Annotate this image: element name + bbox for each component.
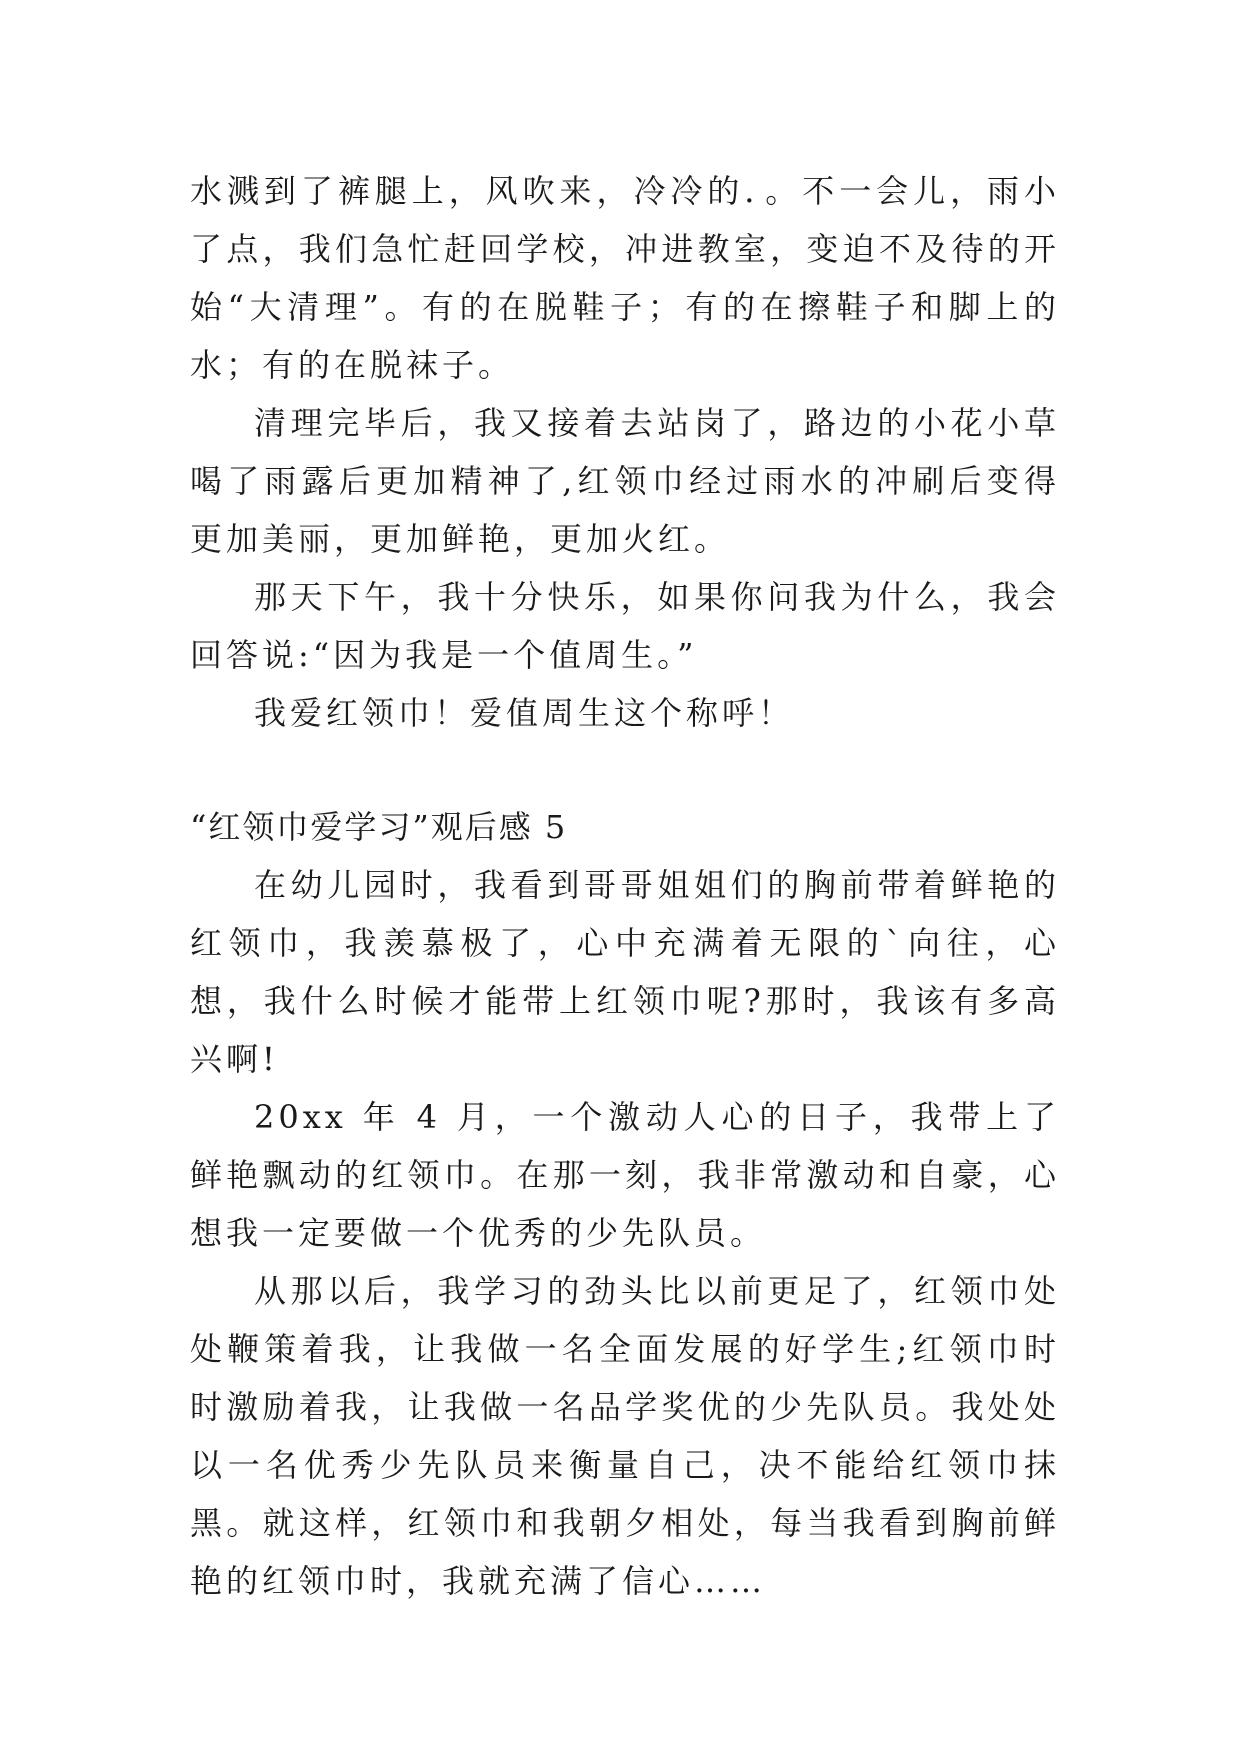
section-title: “红领巾爱学习”观后感 5 xyxy=(190,808,568,846)
paragraph: 清理完毕后，我又接着去站岗了，路边的小花小草喝了雨露后更加精神了,红领巾经过雨水的冲刷后变得更加美丽，更加鲜艳，更加火红。 xyxy=(190,404,1060,558)
paragraph: 从那以后，我学习的劲头比以前更足了，红领巾处处鞭策着我，让我做一名全面发展的好学生;红领巾时时激励着我，让我做一名品学奖优的少先队员。我处处以一名优秀少先队员来衡量自己，决不能给红领巾抹黑。就这样，红领巾和我朝夕相处，每当我看到胸前鲜艳的红领巾时，我就充满了信心…… xyxy=(190,1272,1060,1600)
paragraph: 在幼儿园时，我看到哥哥姐姐们的胸前带着鲜艳的红领巾，我羡慕极了，心中充满着无限的`向往，心想，我什么时候才能带上红领巾呢?那时，我该有多高兴啊! xyxy=(190,866,1060,1078)
paragraph: 那天下午，我十分快乐，如果你问我为什么，我会回答说:“因为我是一个值周生。” xyxy=(190,578,1060,674)
document-body xyxy=(190,162,1060,1610)
paragraph: 水溅到了裤腿上，风吹来，冷冷的．。不一会儿，雨小了点，我们急忙赶回学校，冲进教室，变迫不及待的开始“大清理”。有的在脱鞋子；有的在擦鞋子和脚上的水；有的在脱袜子。 xyxy=(190,172,1060,384)
paragraph: 20xx 年 4 月，一个激动人心的日子，我带上了鲜艳飘动的红领巾。在那一刻，我非常激动和自豪，心想我一定要做一个优秀的少先队员。 xyxy=(190,1098,1060,1252)
paragraph: 我爱红领巾！爱值周生这个称呼！ xyxy=(254,694,795,732)
